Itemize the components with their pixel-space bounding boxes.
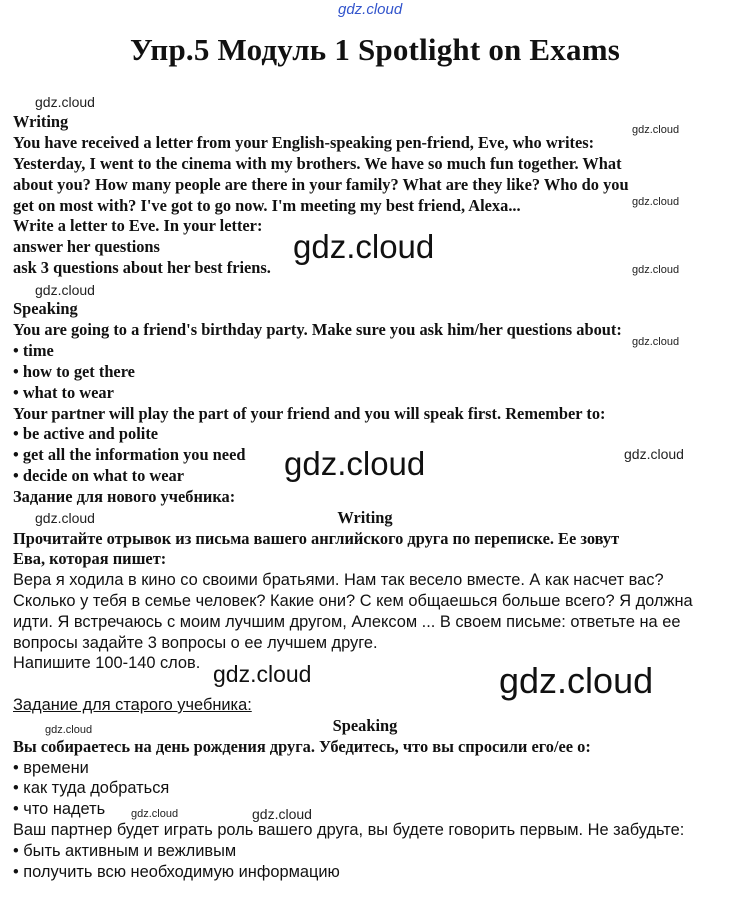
- new-body-line: Вера я ходила в кино со своими братьями. Нам так весело вместе. А как насчет вас?: [13, 571, 664, 589]
- writing-line: answer her questions: [13, 237, 160, 256]
- watermark: gdz.cloud: [624, 446, 684, 462]
- watermark: gdz.cloud: [632, 264, 680, 276]
- writing-heading: Writing: [13, 112, 69, 131]
- watermark: gdz.cloud: [45, 724, 93, 736]
- watermark: gdz.cloud: [35, 94, 95, 110]
- speaking-reminder: • decide on what to wear: [13, 466, 184, 485]
- writing-line: You have received a letter from your English-speaking pen-friend, Eve, who writes:: [13, 133, 595, 152]
- page-title: Упр.5 Модуль 1 Spotlight on Exams: [130, 32, 620, 67]
- speaking-item: • how to get there: [13, 362, 135, 381]
- old-item: • как туда добраться: [13, 779, 170, 797]
- writing-line: about you? How many people are there in your family? What are they like? Who do you: [13, 175, 629, 194]
- new-body-line: Сколько у тебя в семье человек? Какие они? С кем общаешься больше всего? Я должна: [13, 592, 693, 610]
- watermark: gdz.cloud: [131, 808, 179, 820]
- new-intro-line: Ева, которая пишет:: [13, 549, 167, 568]
- speaking-reminder: • be active and polite: [13, 424, 159, 443]
- new-intro-line: Прочитайте отрывок из письма вашего английского друга по переписке. Ее зовут: [13, 529, 620, 548]
- speaking-intro: You are going to a friend's birthday party. Make sure you ask him/her questions about:: [13, 320, 622, 339]
- writing-line: Yesterday, I went to the cinema with my brothers. We have so much fun together. What: [13, 154, 622, 173]
- watermark: gdz.cloud: [293, 228, 435, 265]
- old-intro: Вы собираетесь на день рождения друга. Убедитесь, что вы спросили его/ее о:: [13, 737, 591, 756]
- watermark: gdz.cloud: [252, 806, 312, 822]
- new-writing-heading: Writing: [337, 508, 393, 527]
- speaking-item: • what to wear: [13, 383, 114, 402]
- new-body-line: вопросы задайте 3 вопросы о ее лучшем друге.: [13, 634, 378, 652]
- new-body-line: Напишите 100-140 слов.: [13, 654, 201, 672]
- new-body-line: идти. Я встречаюсь с моим лучшим другом, Алексом ... В своем письме: ответьте на ее: [13, 613, 681, 631]
- old-item: • времени: [13, 759, 89, 777]
- writing-line: get on most with? I've got to go now. I'm meeting my best friend, Alexa...: [13, 196, 521, 215]
- speaking-item: • time: [13, 341, 54, 360]
- old-textbook-label: Задание для старого учебника:: [13, 696, 252, 714]
- watermark: gdz.cloud: [632, 196, 680, 208]
- watermark: gdz.cloud: [35, 282, 95, 298]
- watermark: gdz.cloud: [632, 124, 680, 136]
- writing-line: ask 3 questions about her best friens.: [13, 258, 271, 277]
- watermark: gdz.cloud: [632, 336, 680, 348]
- watermark: gdz.cloud: [213, 661, 312, 687]
- old-instruction: Ваш партнер будет играть роль вашего друга, вы будете говорить первым. Не забудьте:: [13, 821, 685, 839]
- old-speaking-heading: Speaking: [332, 716, 398, 735]
- watermark: gdz.cloud: [35, 510, 95, 526]
- top-watermark: gdz.cloud: [338, 1, 403, 18]
- speaking-instruction: Your partner will play the part of your friend and you will speak first. Remember to:: [13, 404, 606, 423]
- old-item: • что надеть: [13, 800, 106, 818]
- new-textbook-label: Задание для нового учебника:: [13, 487, 236, 506]
- speaking-reminder: • get all the information you need: [13, 445, 246, 464]
- watermark: gdz.cloud: [284, 445, 426, 482]
- watermark: gdz.cloud: [499, 660, 654, 701]
- writing-line: Write a letter to Eve. In your letter:: [13, 216, 263, 235]
- speaking-heading: Speaking: [13, 299, 78, 318]
- old-reminder: • получить всю необходимую информацию: [13, 863, 340, 881]
- old-reminder: • быть активным и вежливым: [13, 842, 237, 860]
